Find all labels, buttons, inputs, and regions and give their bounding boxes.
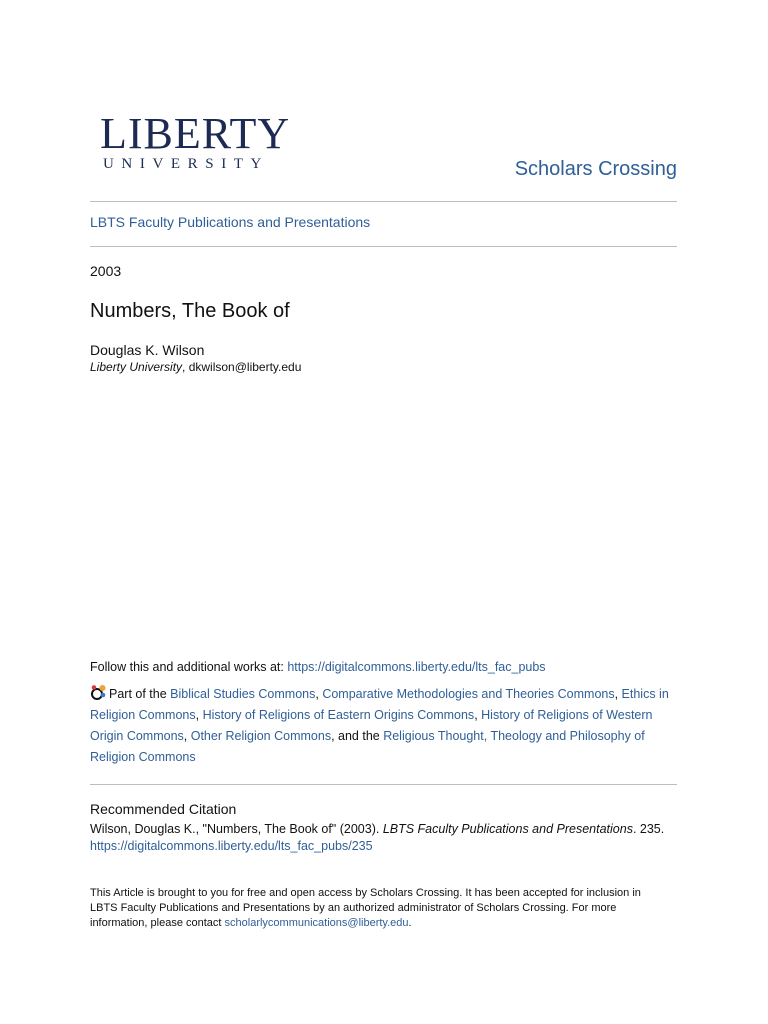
citation-body [90,821,690,855]
publication-year: 2003 [90,263,122,279]
access-notice-end: . [408,917,412,929]
citation-journal: LBTS Faculty Publications and Presentations [382,822,633,836]
access-notice [90,886,670,931]
access-notice-text: This Article is brought to you for free and open access by Scholars Crossing. It has been accepted for inclusion in LBTS Faculty Publications and Presentations by an authorized administrator of Scholars Crossing. For more information, please contact [90,887,641,929]
citation-text: Wilson, Douglas K., "Numbers, The Book of" (2003). [90,822,383,836]
divider [90,784,677,785]
author-email: dkwilson@liberty.edu [188,360,302,374]
commons-link-biblical-studies[interactable]: Biblical Studies Commons [170,687,316,701]
and-the-text: , and the [331,729,384,743]
author-name: Douglas K. Wilson [90,342,205,358]
series-link[interactable]: LBTS Faculty Publications and Presentations [90,214,371,230]
commons-link-other-religion[interactable]: Other Religion Commons [190,729,332,743]
liberty-logo-wordmark: LIBERTY [100,109,291,158]
follow-text: Follow this and additional works at: [90,660,288,674]
commons-link-western-origin[interactable]: History of Religions of Western Origin Commons [90,708,653,743]
commons-link-religious-thought[interactable]: Religious Thought, Theology and Philosophy of Religion Commons [90,729,645,764]
commons-link-comparative-methodologies[interactable]: Comparative Methodologies and Theories Commons [322,687,615,701]
commons-link-eastern-origins[interactable]: History of Religions of Eastern Origins Commons [202,708,475,722]
citation-number: . 235. [632,822,665,836]
contact-email-link[interactable]: scholarlycommunications@liberty.edu [224,917,409,929]
citation-heading: Recommended Citation [90,801,237,817]
page-title: Numbers, The Book of [90,300,290,322]
author-affiliation: Liberty University, dkwilson@liberty.edu [90,360,302,374]
part-of-prefix: Part of the [109,687,171,701]
network-commons-icon [90,684,107,701]
divider [90,201,677,202]
liberty-logo-subtitle: UNIVERSITY [103,156,269,172]
commons-link-ethics-in-religion[interactable]: Ethics in Religion Commons [90,687,669,722]
divider [90,246,677,247]
follow-line [90,660,546,674]
collection-link[interactable]: https://digitalcommons.liberty.edu/lts_fac_pubs [287,660,546,674]
part-of-commons: Part of the Biblical Studies Commons, Comparative Methodologies and Theories Commons, Ethics in Religion Commons, History of Religions of Eastern Origins Commons, History of Religions of Western Origin Commons, Other Religion Commons, and the Religious Thought, Theology and Philosophy of Religion Commons [90,684,680,768]
scholars-crossing-link[interactable]: Scholars Crossing [514,158,677,180]
affiliation-name: Liberty University [90,360,183,374]
citation-link[interactable]: https://digitalcommons.liberty.edu/lts_fac_pubs/235 [90,839,373,853]
